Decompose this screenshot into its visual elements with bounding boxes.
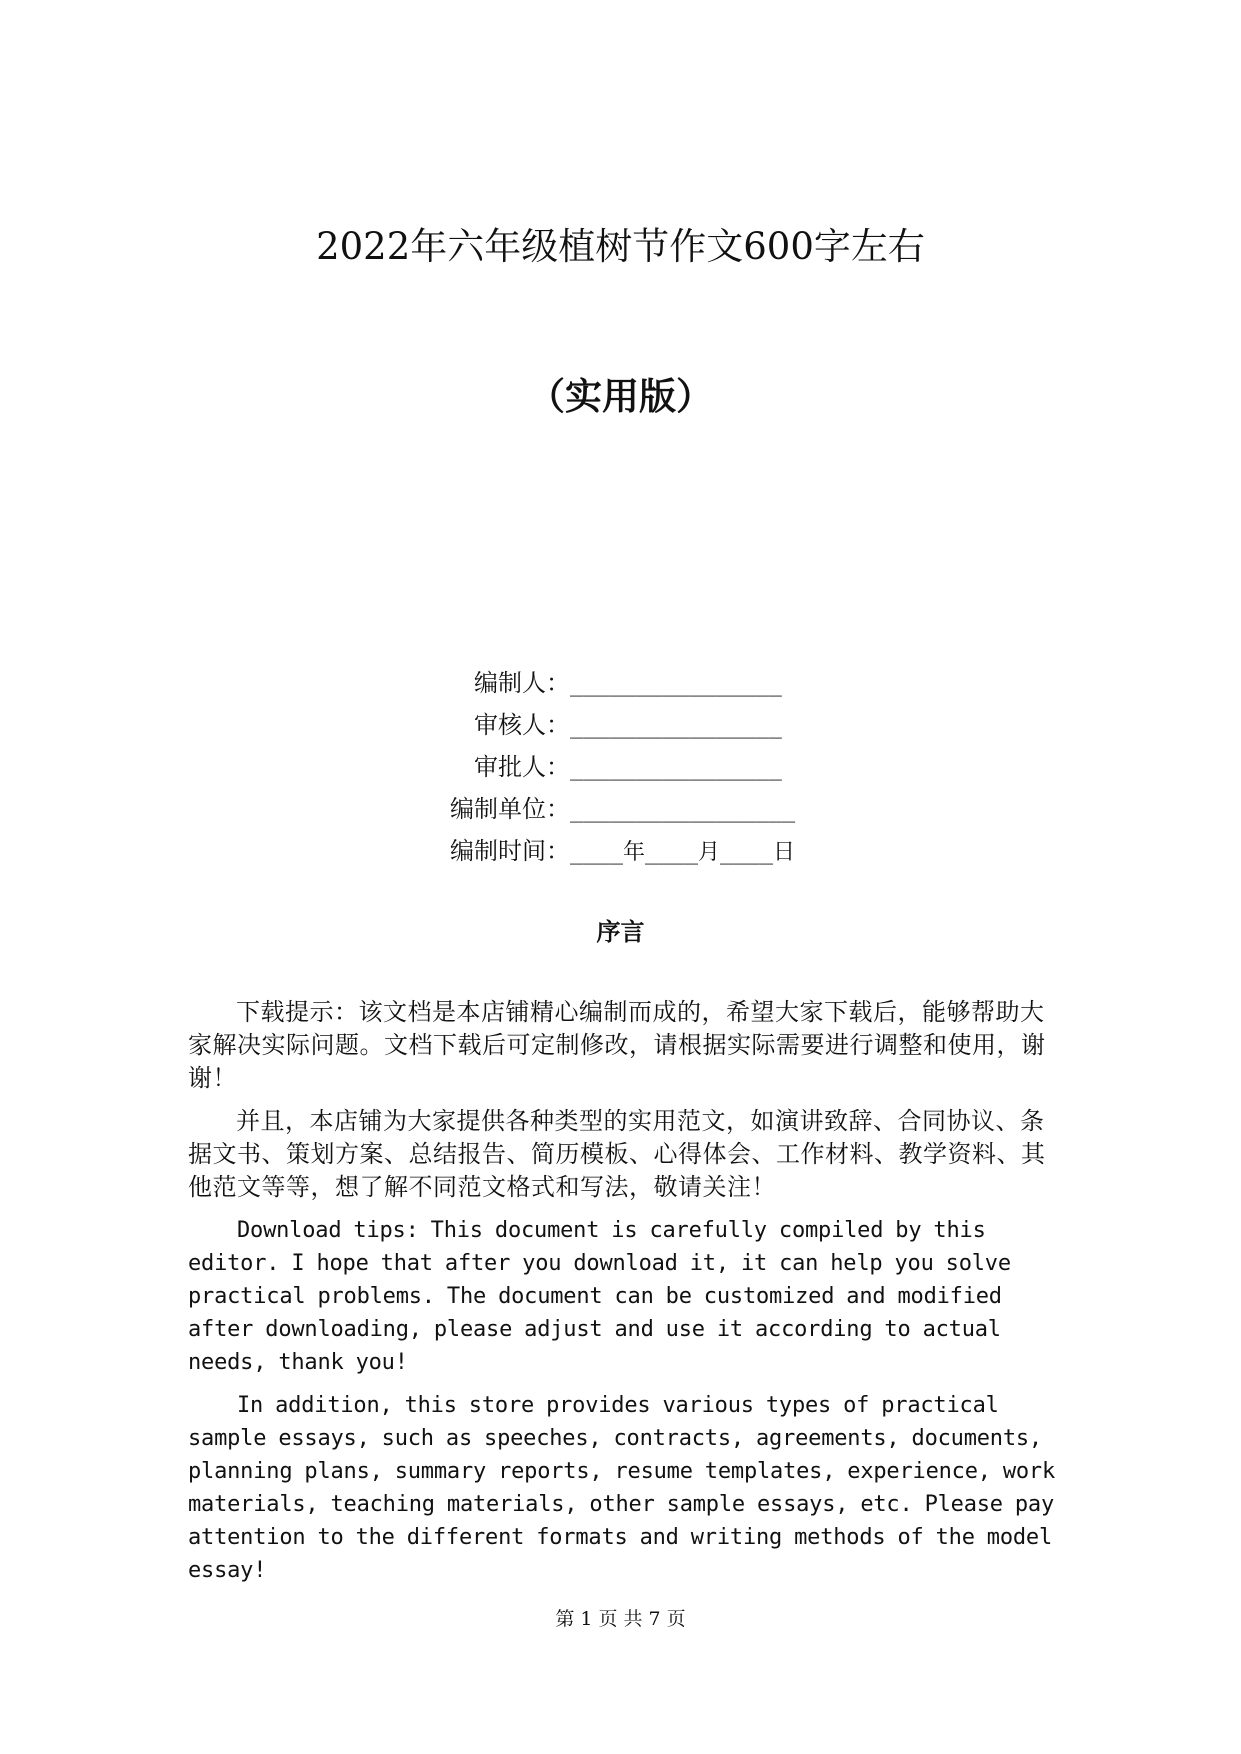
form-row-unit <box>440 788 840 830</box>
paragraph-download-tip-en: Download tips: This document is carefully compiled by this editor. I hope that after you download it, it can help you solve practical problems. The document can be customized and modified after downloading, please adjust and use it according to actual needs, thank you! <box>188 1218 1011 1375</box>
form-label: 编制时间： <box>450 837 570 865</box>
form-row-editor <box>440 662 840 704</box>
page-number: 第 1 页 共 7 页 <box>555 1608 686 1630</box>
document-title: 2022年六年级植树节作文600字左右 <box>316 225 925 268</box>
form-blank: ________________ <box>570 756 782 781</box>
form-blank: ____年____月____日 <box>570 840 795 865</box>
form-blank: ________________ <box>570 714 782 739</box>
form-row-reviewer <box>440 704 840 746</box>
form-blank: ________________ <box>570 672 782 697</box>
preface-body <box>188 996 1068 1597</box>
paragraph-download-tip-cn: 下载提示：该文档是本店铺精心编制而成的，希望大家下载后，能够帮助大家解决实际问题。文档下载后可定制修改，请根据实际需要进行调整和使用，谢谢！ <box>188 998 1046 1092</box>
form-row-date <box>440 830 840 872</box>
form-label: 审核人： <box>474 711 570 739</box>
preface-heading: 序言 <box>596 918 645 946</box>
form-label: 编制单位： <box>450 795 570 823</box>
form-label: 编制人： <box>474 669 570 697</box>
form-label: 审批人： <box>474 753 570 781</box>
paragraph-store-intro-cn: 并且，本店铺为大家提供各种类型的实用范文，如演讲致辞、合同协议、条据文书、策划方案、总结报告、简历模板、心得体会、工作材料、教学资料、其他范文等等，想了解不同范文格式和写法，敬请关注！ <box>188 1107 1046 1201</box>
approval-form <box>440 662 840 872</box>
form-blank: _________________ <box>570 798 796 823</box>
paragraph-store-intro-en: In addition, this store provides various types of practical sample essays, such as speeches, contracts, agreements, documents, planning plans, summary reports, resume templates, experience, work materials, teaching materials, other sample essays, etc. Please pay attention to the different formats and writing methods of the model essay! <box>188 1393 1056 1583</box>
form-row-approver <box>440 746 840 788</box>
document-subtitle: （实用版） <box>528 375 713 418</box>
